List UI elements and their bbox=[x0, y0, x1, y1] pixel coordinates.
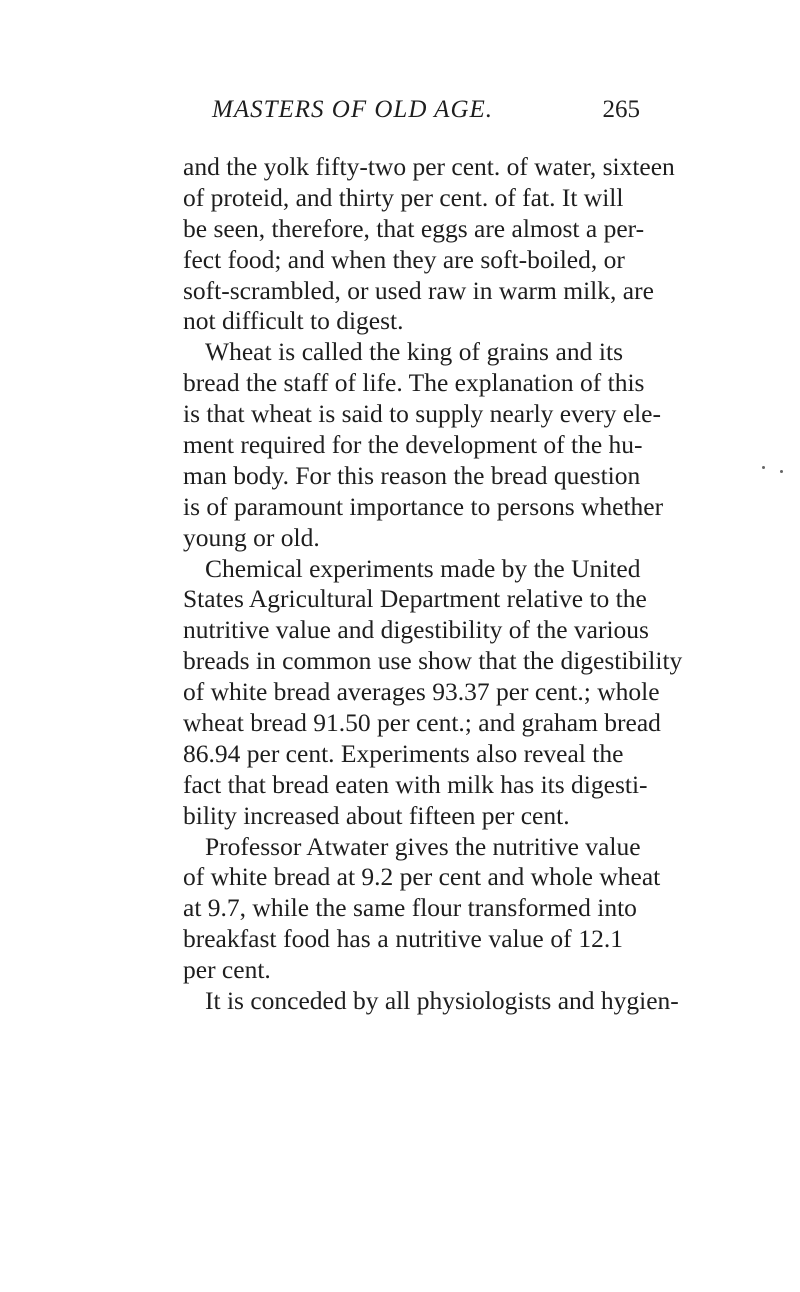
text-line: States Agricultural Department relative to the bbox=[183, 584, 647, 614]
text-line: of proteid, and thirty per cent. of fat. It will bbox=[183, 182, 624, 212]
text-line: 86.94 per cent. Experiments also reveal the bbox=[183, 738, 624, 768]
text-line: Wheat is called the king of grains and its bbox=[205, 337, 623, 367]
text-line: of white bread averages 93.37 per cent.; whole bbox=[183, 677, 660, 707]
page-speck bbox=[780, 470, 783, 473]
page-speck bbox=[762, 466, 765, 469]
text-line: is of paramount importance to persons whether bbox=[183, 491, 664, 521]
text-line: breakfast food has a nutritive value of 12.1 bbox=[183, 924, 623, 954]
text-line: Chemical experiments made by the United bbox=[205, 553, 641, 583]
text-line: bility increased about fifteen per cent. bbox=[183, 800, 570, 830]
text-line: breads in common use show that the digestibility bbox=[183, 646, 683, 676]
text-line: at 9.7, while the same flour transformed into bbox=[183, 893, 637, 923]
text-line: It is conceded by all physiologists and hygien- bbox=[205, 986, 679, 1016]
text-line: Professor Atwater gives the nutritive value bbox=[205, 831, 641, 861]
text-line: man body. For this reason the bread question bbox=[183, 460, 641, 490]
text-line: is that wheat is said to supply nearly every ele- bbox=[183, 399, 661, 429]
text-line: be seen, therefore, that eggs are almost a per- bbox=[183, 213, 645, 243]
text-line: bread the staff of life. The explanation of this bbox=[183, 368, 645, 398]
running-header bbox=[182, 96, 642, 136]
text-line: fect food; and when they are soft-boiled, or bbox=[183, 244, 625, 274]
text-line: ment required for the development of the hu- bbox=[183, 430, 643, 460]
text-line: per cent. bbox=[183, 955, 271, 985]
text-line: fact that bread eaten with milk has its digesti- bbox=[183, 769, 648, 799]
text-line: of white bread at 9.2 per cent and whole wheat bbox=[183, 862, 661, 892]
text-line: young or old. bbox=[183, 522, 320, 552]
text-line: wheat bread 91.50 per cent.; and graham bread bbox=[183, 708, 661, 738]
body-text bbox=[183, 152, 683, 1017]
page-number: 265 bbox=[602, 96, 640, 123]
running-title: MASTERS OF OLD AGE. bbox=[212, 96, 494, 123]
text-line: not difficult to digest. bbox=[183, 306, 404, 336]
text-line: and the yolk fifty-two per cent. of water, sixteen bbox=[183, 152, 675, 181]
text-line: soft-scrambled, or used raw in warm milk, are bbox=[183, 275, 654, 305]
text-line: nutritive value and digestibility of the various bbox=[183, 615, 649, 645]
